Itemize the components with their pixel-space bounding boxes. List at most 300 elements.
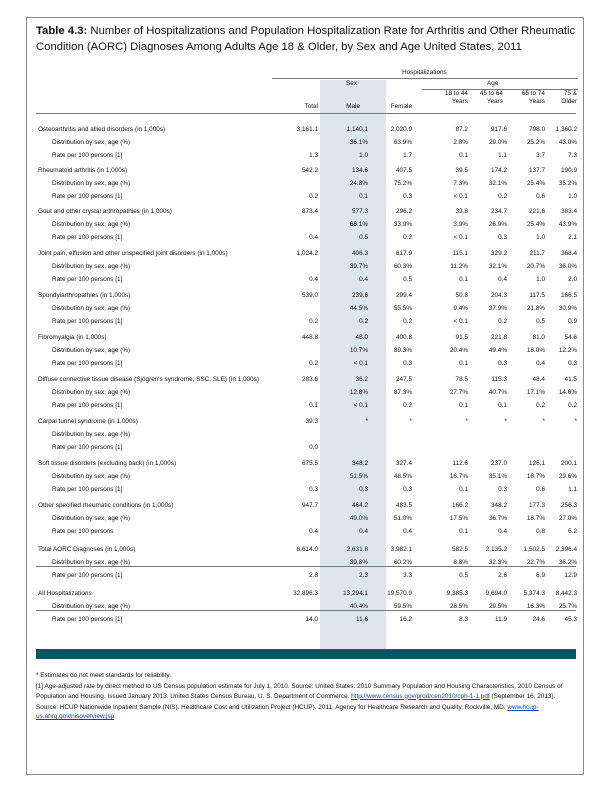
table-cell: 798.0 [529, 126, 545, 133]
table-cell: 0.3 [403, 486, 412, 493]
table-cell: 27.0% [558, 515, 577, 522]
table-cell: 0.5 [359, 234, 368, 241]
row-label: Distribution by sex, age (%) [52, 559, 131, 566]
table-cell: 0.2 [309, 318, 318, 325]
table-cell: 16.3% [526, 603, 545, 610]
table-cell: 0.4 [309, 234, 318, 241]
table-cell: 87.3% [393, 389, 412, 396]
table-cell: * [465, 418, 468, 425]
table-cell: 577.3 [352, 208, 368, 215]
table-cell: 0.1 [359, 193, 368, 200]
table-row-sub [36, 526, 576, 537]
table-cell: 43.9% [558, 221, 577, 228]
table-cell: 368.4 [561, 250, 577, 257]
table-cell: 2,135.2 [485, 546, 507, 553]
table-cell: 2.3 [359, 572, 368, 579]
table-cell: < 0.1 [453, 234, 468, 241]
table-cell: 299.4 [396, 292, 412, 299]
table-cell: 33.9% [393, 221, 412, 228]
table-cell: 1.1 [498, 152, 507, 159]
row-label: Rate per 100 persons [1] [52, 276, 123, 283]
table-row-category [36, 374, 576, 385]
table-cell: 0.4 [359, 528, 368, 535]
table-cell: 1.7 [403, 152, 412, 159]
table-cell: 12.2% [558, 347, 577, 354]
table-cell: 29.5% [488, 603, 507, 610]
table-cell: < 0.1 [453, 318, 468, 325]
header-sex: Sex [346, 80, 358, 87]
table-cell: 9.4% [453, 305, 468, 312]
table-cell: 0.2 [568, 402, 577, 409]
table-cell: 20.7% [526, 263, 545, 270]
table-row-sub [36, 274, 576, 285]
table-cell: 81.0 [532, 334, 545, 341]
footnote-reliability: * Estimates do not meet standards for reliability. [36, 672, 171, 679]
table-cell: 0.5 [459, 572, 468, 579]
table-cell: 0.2 [536, 402, 545, 409]
table-cell: 256.3 [561, 502, 577, 509]
table-cell: 7.3 [568, 152, 577, 159]
table-cell: 1.0 [536, 234, 545, 241]
table-cell: 32,896.3 [293, 590, 318, 597]
table-cell: * [574, 418, 577, 425]
table-cell: 11.2% [450, 263, 468, 270]
table-row-sub [36, 219, 576, 230]
row-label: Distribution by sex, age (%) [52, 139, 131, 146]
table-row-sub [36, 442, 576, 453]
table-row-sub [36, 387, 576, 398]
table-row-sub [36, 303, 576, 314]
table-cell: 115.3 [491, 376, 507, 383]
table-cell: 78.5 [455, 376, 468, 383]
table-cell: 0.1 [309, 402, 318, 409]
table-cell: 9,694.0 [485, 590, 507, 597]
table-cell: 115.1 [452, 250, 468, 257]
table-cell: 617.9 [396, 250, 412, 257]
table-cell: 2,631.8 [346, 546, 368, 553]
table-cell: 18.0% [526, 347, 545, 354]
table-cell: 25.7% [558, 603, 577, 610]
row-label: Soft tissue disorders (excluding back) (in 1,000s) [38, 460, 177, 467]
table-cell: 8.8% [453, 559, 468, 566]
footnote-rate: [1] Age-adjusted rate by direct method to US Census population estimate for July 1, 2010. Source: United States: 2010 Summary Population and Housing Characteristics, 2010 Census of Population and Housing. Issued January 2013. United States Census Bureau, U. S. Department of Commerce. http://www.census.gov/prod/cen2010/cph-1-1.pdf (September 16, 2013). [36, 683, 563, 700]
table-cell: 2.1 [568, 234, 577, 241]
table-cell: 20.4% [449, 347, 468, 354]
table-cell: 483.5 [396, 502, 412, 509]
row-label: Distribution by sex, age (%) [52, 515, 131, 522]
header-age-75-older: 75 & Older [561, 90, 577, 105]
table-cell: 383.4 [561, 208, 577, 215]
table-row-sub [36, 513, 576, 524]
table-cell: 25.4% [526, 180, 545, 187]
table-cell: 25.4% [526, 221, 545, 228]
table-cell: 12.9 [564, 572, 577, 579]
table-cell: 283.6 [302, 376, 318, 383]
table-cell: 18.7% [526, 515, 545, 522]
header-age-18-44: 18 to 44 Years [444, 90, 468, 105]
row-label: Spondylarthropathies (in 1,000s) [38, 292, 131, 299]
table-cell: 8.3 [459, 616, 468, 623]
table-cell: 174.2 [491, 167, 507, 174]
table-cell: 221.8 [491, 334, 507, 341]
table-cell: 211.7 [529, 250, 545, 257]
table-cell: 8,442.3 [555, 590, 577, 597]
table-cell: 49.4% [488, 347, 507, 354]
table-cell: 0.1 [459, 402, 468, 409]
table-cell: 0.9 [568, 318, 577, 325]
table-row-category [36, 165, 576, 176]
table-cell: 204.3 [491, 292, 507, 299]
table-cell: * [409, 418, 412, 425]
table-row-sub [36, 232, 576, 243]
table-cell: 25.2% [526, 139, 545, 146]
table-cell: 2.6 [498, 572, 507, 579]
table-row-category [36, 124, 576, 135]
table-cell: 0.3 [568, 360, 577, 367]
table-cell: 0.2 [359, 318, 368, 325]
table-cell: 26.9% [488, 221, 507, 228]
table-cell: 448.8 [302, 334, 318, 341]
table-cell: 27.7% [449, 389, 468, 396]
table-cell: 0.1 [459, 152, 468, 159]
table-cell: < 0.1 [353, 402, 368, 409]
table-row-category [36, 544, 576, 555]
table-cell: 1,502.5 [523, 546, 545, 553]
table-row-sub [36, 400, 576, 411]
table-cell: 39.8% [349, 559, 368, 566]
row-label: Rate per 100 persons [52, 528, 114, 535]
table-cell: 0.5 [536, 318, 545, 325]
table-cell: 134.6 [352, 167, 368, 174]
table-cell: 41.5 [564, 376, 577, 383]
table-row-sub [36, 429, 576, 440]
table-cell: 6.9 [536, 572, 545, 579]
table-cell: 3.9% [453, 221, 468, 228]
table-cell: 55.5% [393, 305, 412, 312]
table-cell: 1,360.2 [555, 126, 577, 133]
footnotes [36, 671, 576, 723]
table-cell: 48.5% [393, 473, 412, 480]
table-cell: 66.1% [349, 221, 368, 228]
table-cell: 0.3 [403, 193, 412, 200]
table-cell: 0.1 [459, 486, 468, 493]
table-cell: 137.7 [529, 167, 545, 174]
table-cell: 49.0% [349, 515, 368, 522]
table-cell: 33.8 [455, 208, 468, 215]
table-cell: 40.4% [349, 603, 368, 610]
table-cell: 0.3 [498, 360, 507, 367]
table-cell: 36.0% [558, 263, 577, 270]
census-link[interactable]: http://www.census.gov/prod/cen2010/cph-1-1.pdf [351, 692, 490, 700]
table-row-sub [36, 150, 576, 161]
row-label: Rate per 100 persons [1] [52, 360, 123, 367]
table-cell: 2,396.4 [555, 546, 577, 553]
table-cell: 675.5 [302, 460, 318, 467]
row-label: Rate per 100 persons [1] [52, 572, 123, 579]
row-label: Total AORC Diagnoses (in 1,000s) [38, 546, 136, 553]
table-cell: 348.2 [491, 502, 507, 509]
table-cell: * [504, 418, 507, 425]
row-label: Fibromyalgia (in 1,000s) [38, 334, 107, 341]
table-row-category [36, 248, 576, 259]
table-row-sub [36, 345, 576, 356]
table-cell: 37.9% [488, 305, 507, 312]
table-cell: 0.2 [498, 193, 507, 200]
row-label: Carpal tunnel syndrome (in 1,000s) [38, 418, 138, 425]
row-label: Distribution by sex, age (%) [52, 221, 131, 228]
table-cell: 873.4 [302, 208, 318, 215]
table-cell: 2.8 [309, 572, 318, 579]
table-cell: 32.3% [488, 559, 507, 566]
table-cell: 60.2% [393, 559, 412, 566]
table-row-sub [36, 191, 576, 202]
table-cell: 200.1 [561, 460, 577, 467]
table-row-category [36, 416, 576, 427]
table-cell: 39.7% [349, 263, 368, 270]
table-cell: 17.1% [526, 389, 545, 396]
table-number: Table 4.3: [36, 25, 88, 37]
table-cell: 917.6 [491, 126, 507, 133]
table-cell: 3,982.1 [390, 546, 412, 553]
table-cell: 0.3 [403, 360, 412, 367]
table-cell: 0.3 [498, 234, 507, 241]
table-cell: 0.2 [403, 234, 412, 241]
table-cell: 539.0 [302, 292, 318, 299]
table-cell: 296.2 [396, 208, 412, 215]
table-cell: 35.2% [558, 180, 577, 187]
table-cell: 6.2 [568, 528, 577, 535]
table-cell: 400.8 [396, 334, 412, 341]
table-cell: 36.7% [488, 515, 507, 522]
table-cell: 2.8% [453, 139, 468, 146]
table-cell: 1.0 [568, 193, 577, 200]
table-cell: 48.4 [532, 376, 545, 383]
table-cell: < 0.1 [453, 193, 468, 200]
table-cell: 39.5 [455, 167, 468, 174]
table-cell: 63.9% [393, 139, 412, 146]
table-row-category [36, 290, 576, 301]
table-row-category [36, 588, 576, 599]
table-cell: 0.1 [459, 360, 468, 367]
header-age-45-64: 45 to 64 Years [479, 90, 503, 105]
header-rule [272, 78, 578, 79]
table-cell: 50.8 [455, 292, 468, 299]
row-label: Distribution by sex, age (%) [52, 347, 131, 354]
table-cell: 19,570.9 [387, 590, 412, 597]
table-row-category [36, 206, 576, 217]
header-female: Female [390, 103, 412, 110]
table-cell: 32.1% [488, 263, 507, 270]
row-label: All Hospitalizations [38, 590, 92, 597]
table-cell: 44.5% [349, 305, 368, 312]
table-cell: 190.9 [561, 167, 577, 174]
table-cell: 54.6 [564, 334, 577, 341]
table-cell: 1.0 [536, 276, 545, 283]
table-cell: 0.2 [403, 402, 412, 409]
header-total: Total [304, 103, 318, 110]
row-label: Rheumatoid arthritis (in 1,000s) [38, 167, 128, 174]
row-label: Rate per 100 persons [1] [52, 152, 123, 159]
table-cell: * [365, 418, 368, 425]
table-cell: 0.4 [359, 276, 368, 283]
table-cell: 24.6 [532, 616, 545, 623]
table-row-sub [36, 316, 576, 327]
table-cell: 22.7% [526, 559, 545, 566]
row-label: Rate per 100 persons [1] [52, 486, 123, 493]
table-cell: 0.1 [459, 276, 468, 283]
table-cell: 0.4 [309, 276, 318, 283]
header-age-65-74: 65 to 74 Years [521, 90, 545, 105]
table-cell: 582.5 [452, 546, 468, 553]
table-cell: 0.2 [403, 318, 412, 325]
table-cell: 59.5% [393, 603, 412, 610]
table-row-sub [36, 137, 576, 148]
header-age: Age [487, 80, 499, 87]
table-cell: 0.0 [309, 444, 318, 451]
table-cell: 117.5 [529, 292, 545, 299]
table-cell: 30.9% [558, 305, 577, 312]
table-cell: 112.6 [452, 460, 468, 467]
table-cell: 0.2 [309, 193, 318, 200]
table-cell: 36.2% [558, 559, 577, 566]
table-cell: 0.6 [536, 193, 545, 200]
table-cell: 29.6% [558, 473, 577, 480]
table-cell: 407.5 [396, 167, 412, 174]
row-label: Rate per 100 persons [1] [52, 402, 123, 409]
table-cell: 1.3 [309, 152, 318, 159]
table-cell: 11.6 [356, 616, 368, 623]
row-label: Distribution by sex, age (%) [52, 305, 131, 312]
table-cell: 14.0 [305, 616, 318, 623]
table-cell: * [542, 418, 545, 425]
table-cell: 51.5% [349, 473, 368, 480]
table-cell: 24.8% [349, 180, 368, 187]
table-cell: 0.4 [309, 528, 318, 535]
header-bottom-rule [36, 113, 576, 114]
table-cell: 29.0% [488, 139, 507, 146]
footnote-source: Source: HCUP Nationwide Inpatient Sample (NIS). Healthcare Cost and Utilization Project (HCUP). 2011. Agency for Healthcare Research and Quality, Rockville, MD. www.hcup-us.ahrq.gov/nisoverview.jsp [36, 703, 539, 721]
table-cell: 12.8% [349, 389, 368, 396]
table-cell: 0.8 [536, 528, 545, 535]
table-row-sub [36, 358, 576, 369]
table-cell: 32.1% [488, 180, 507, 187]
table-cell: 36.2 [355, 376, 368, 383]
table-cell: 7.3% [453, 180, 468, 187]
table-cell: 239.6 [352, 292, 368, 299]
table-cell: 43.0% [558, 139, 577, 146]
table-row-category [36, 500, 576, 511]
table-cell: 0.6 [536, 486, 545, 493]
table-cell: 2.0 [568, 276, 577, 283]
hcup-link[interactable]: www.hcup-us.ahrq.gov/nisoverview.jsp [36, 703, 539, 721]
table-cell: 0.3 [359, 486, 368, 493]
table-cell: 16.2 [399, 616, 412, 623]
table-cell: 6,614.0 [296, 546, 318, 553]
row-label: Distribution by sex, age (%) [52, 180, 131, 187]
table-cell: 75.2% [393, 180, 412, 187]
all-divider [36, 610, 576, 611]
table-cell: 5,374.3 [523, 590, 545, 597]
table-cell: 87.2 [455, 126, 468, 133]
table-cell: 237.0 [491, 460, 507, 467]
table-cell: 166.2 [452, 502, 468, 509]
table-cell: 177.3 [529, 502, 545, 509]
table-cell: 247.5 [396, 376, 412, 383]
table-cell: 0.1 [459, 528, 468, 535]
table-cell: 542.2 [302, 167, 318, 174]
table-cell: 39.3 [305, 418, 318, 425]
table-cell: 21.8% [526, 305, 545, 312]
table-cell: 51.0% [393, 515, 412, 522]
table-cell: 91.5 [455, 334, 468, 341]
table-cell: 126.1 [529, 460, 545, 467]
table-cell: 2,020.9 [390, 126, 412, 133]
row-label: Other specified rheumatic conditions (in 1,000s) [38, 502, 174, 509]
table-cell: < 0.1 [353, 360, 368, 367]
row-label: Distribution by sex, age (%) [52, 263, 131, 270]
table-row-sub [36, 570, 576, 581]
table-title [36, 24, 576, 55]
row-label: Distribution by sex, age (%) [52, 603, 131, 610]
table-cell: 18.7% [526, 473, 545, 480]
table-cell: 327.4 [396, 460, 412, 467]
row-label: Rate per 100 persons [1] [52, 616, 123, 623]
table-cell: 0.2 [498, 318, 507, 325]
row-label: Joint pain, effusion and other unspecified joint disorders (in 1,000s) [38, 250, 228, 257]
table-row-sub [36, 261, 576, 272]
table-cell: 0.4 [536, 360, 545, 367]
header-hospitalizations: Hospitalizations [402, 69, 447, 76]
table-cell: 89.3% [393, 347, 412, 354]
row-label: Rate per 100 persons [1] [52, 318, 123, 325]
table-cell: 947.7 [302, 502, 318, 509]
table-cell: 406.3 [352, 250, 368, 257]
table-cell: 3.7 [536, 152, 545, 159]
table-row-category [36, 458, 576, 469]
table-row-category [36, 332, 576, 343]
table-cell: 0.3 [498, 486, 507, 493]
table-cell: 35.1% [488, 473, 507, 480]
row-label: Distribution by sex, age (%) [52, 473, 131, 480]
table-cell: 1.0 [359, 152, 368, 159]
table-cell: 28.5% [449, 603, 468, 610]
table-cell: 166.5 [561, 292, 577, 299]
row-label: Rate per 100 persons [1] [52, 234, 123, 241]
row-label: Distribution by sex, age (%) [52, 389, 131, 396]
row-label: Rate per 100 persons [1] [52, 193, 123, 200]
table-row-sub [36, 614, 576, 625]
table-cell: 9,385.3 [446, 590, 468, 597]
table-cell: 11.9 [495, 616, 507, 623]
table-cell: 36.1% [349, 139, 368, 146]
table-cell: 14.6% [558, 389, 577, 396]
table-cell: 13,294.1 [343, 590, 368, 597]
table-cell: 17.5% [449, 515, 468, 522]
table-cell: 0.3 [309, 486, 318, 493]
table-cell: 221.6 [529, 208, 545, 215]
table-cell: 234.7 [491, 208, 507, 215]
table-cell: 10.7% [349, 347, 368, 354]
table-cell: 1.1 [568, 486, 577, 493]
table-row-sub [36, 471, 576, 482]
footer-band [36, 649, 576, 659]
table-cell: 1,024.2 [296, 250, 318, 257]
table-row-sub [36, 178, 576, 189]
row-label: Distribution by sex, age (%) [52, 431, 131, 438]
table-title-text: Number of Hospitalizations and Population Hospitalization Rate for Arthritis and Other Rheumatic Condition (AORC) Diagnoses Among Adults Age 18 & Older, by Sex and Age United States, 2011 [36, 25, 576, 53]
table-cell: 3.3 [403, 572, 412, 579]
total-divider [36, 566, 576, 567]
